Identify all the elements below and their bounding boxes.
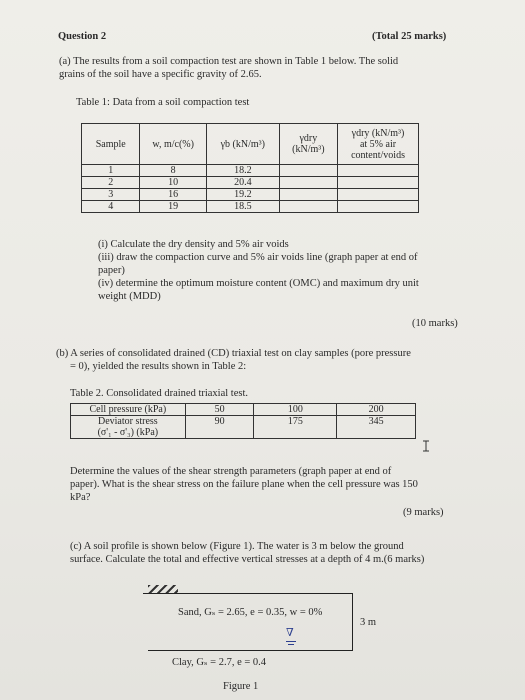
- deviator-label: Deviator stress (σ'₁ - σ'₃) (kPa): [71, 416, 186, 439]
- cell-sample: 1: [82, 165, 140, 177]
- part-b-q-line1: Determine the values of the shear strength parameters (graph paper at end of: [70, 466, 392, 477]
- table-header-row: [82, 124, 419, 165]
- part-b-intro-2: = 0), yielded the results shown in Table 2:: [70, 361, 247, 372]
- table-1-caption: Table 1: Data from a soil compaction test: [76, 97, 250, 108]
- part-b-intro-1: (b) A series of consolidated drained (CD) triaxial test on clay samples (pore pressure: [56, 348, 411, 359]
- question-title: Question 2: [58, 31, 107, 42]
- col-moisture: w, m/c(%): [140, 124, 207, 165]
- table-row: [82, 189, 419, 201]
- part-c-intro-1: (c) A soil profile is shown below (Figure 1). The water is 3 m below the ground: [70, 541, 404, 552]
- part-a-q1: (i) Calculate the dry density and 5% air voids: [98, 239, 289, 250]
- table-row: [82, 177, 419, 189]
- triaxial-table: [70, 403, 416, 439]
- compaction-table: [81, 123, 419, 213]
- water-table-icon: ∇: [286, 627, 294, 639]
- deviator-row: [71, 416, 416, 439]
- depth-label: 3 m: [360, 617, 377, 628]
- water-table-mark: [286, 641, 296, 642]
- col-dry-5pct-air: γdry (kN/m³) at 5% air content/voids: [338, 124, 419, 165]
- part-a-q3-line1: (iv) determine the optimum moisture content (OMC) and maximum dry unit: [98, 278, 419, 289]
- cell-moisture: 10: [140, 177, 207, 189]
- cell-bulk: 20.4: [206, 177, 279, 189]
- depth-dimension-line: [352, 593, 353, 651]
- cell-dry-5: [338, 165, 419, 177]
- deviator-value: 175: [254, 416, 337, 439]
- clay-layer-label: Clay, Gₛ = 2.7, e = 0.4: [172, 657, 267, 668]
- part-b-q-line2: paper). What is the shear stress on the failure plane when the cell pressure was 150: [70, 479, 418, 490]
- cell-moisture: 8: [140, 165, 207, 177]
- cell-sample: 4: [82, 201, 140, 213]
- water-table-mark: [288, 644, 294, 645]
- total-marks: (Total 25 marks): [372, 31, 447, 42]
- part-a-q2-line1: (iii) draw the compaction curve and 5% air voids line (graph paper at end of: [98, 252, 418, 263]
- table-2-caption: Table 2. Consolidated drained triaxial test.: [70, 388, 249, 399]
- water-table-line: [148, 650, 353, 651]
- cell-moisture: 16: [140, 189, 207, 201]
- cell-bulk: 18.5: [206, 201, 279, 213]
- part-a-marks: (10 marks): [412, 318, 458, 329]
- cell-pressure-value: 50: [185, 404, 254, 416]
- cell-pressure-value: 200: [337, 404, 416, 416]
- cell-dry-5: [338, 177, 419, 189]
- cell-sample: 3: [82, 189, 140, 201]
- text-cursor-icon: [422, 440, 430, 452]
- cell-dry: [279, 201, 337, 213]
- cell-bulk: 19.2: [206, 189, 279, 201]
- cell-dry: [279, 165, 337, 177]
- ground-surface-line: [143, 593, 353, 594]
- col-bulk-unit-weight: γb (kN/m³): [206, 124, 279, 165]
- ground-hatch: [148, 585, 178, 593]
- cell-pressure-value: 100: [254, 404, 337, 416]
- part-a-q2-line2: paper): [98, 265, 125, 276]
- cell-dry-5: [338, 201, 419, 213]
- cell-dry: [279, 189, 337, 201]
- table-row: [82, 201, 419, 213]
- deviator-value: 345: [337, 416, 416, 439]
- col-sample: Sample: [82, 124, 140, 165]
- figure-caption: Figure 1: [223, 681, 259, 692]
- part-a-intro-1: (a) The results from a soil compaction test are shown in Table 1 below. The solid: [59, 56, 399, 67]
- cell-pressure-row: [71, 404, 416, 416]
- cell-bulk: 18.2: [206, 165, 279, 177]
- part-b-marks: (9 marks): [403, 507, 444, 518]
- sand-layer-label: Sand, Gₛ = 2.65, e = 0.35, w = 0%: [178, 607, 323, 618]
- cell-pressure-label: Cell pressure (kPa): [71, 404, 186, 416]
- cell-dry: [279, 177, 337, 189]
- part-b-q-line3: kPa?: [70, 492, 91, 503]
- table-row: [82, 165, 419, 177]
- cell-dry-5: [338, 189, 419, 201]
- part-a-q3-line2: weight (MDD): [98, 291, 161, 302]
- part-c-intro-2: surface. Calculate the total and effective vertical stresses at a depth of 4 m.(6 marks): [70, 554, 425, 565]
- col-dry-unit-weight: γdry (kN/m³): [279, 124, 337, 165]
- deviator-value: 90: [185, 416, 254, 439]
- cell-moisture: 19: [140, 201, 207, 213]
- part-a-intro-2: grains of the soil have a specific gravity of 2.65.: [59, 69, 262, 80]
- cell-sample: 2: [82, 177, 140, 189]
